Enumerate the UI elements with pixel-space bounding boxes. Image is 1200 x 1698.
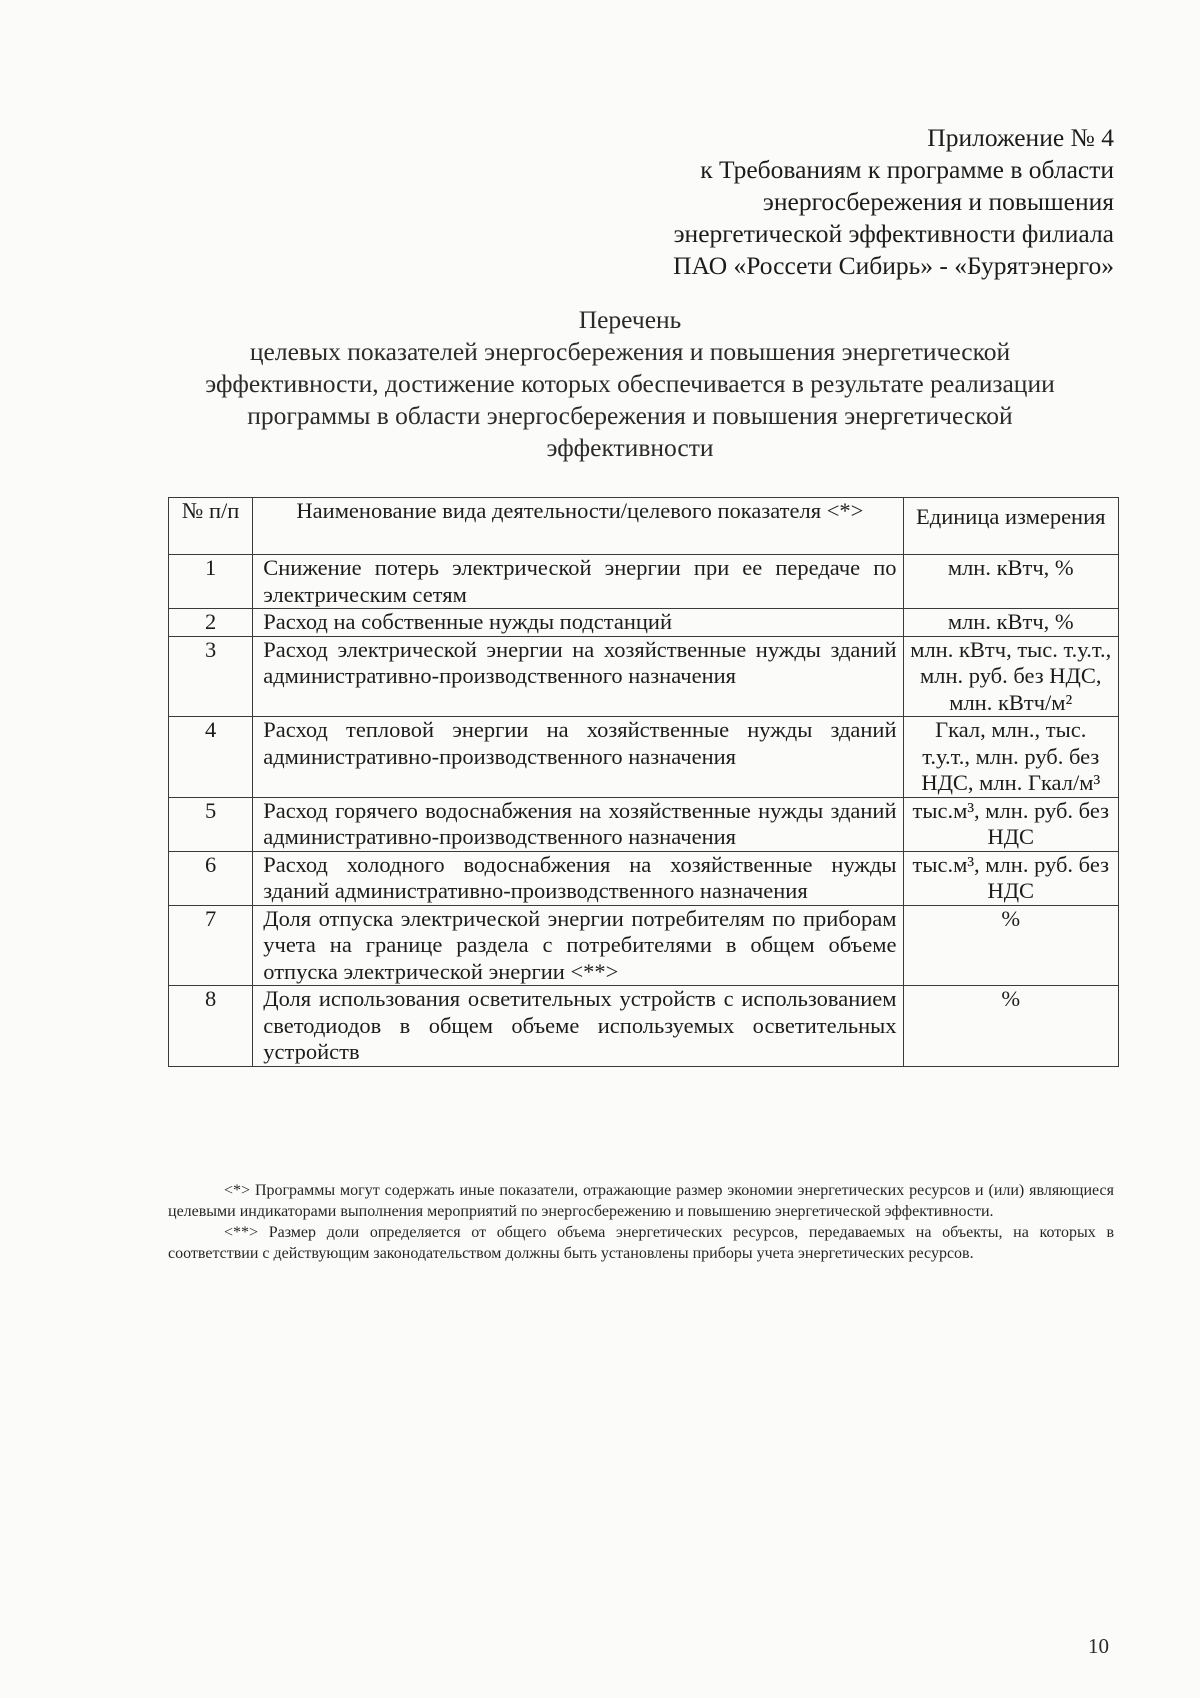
table-row [169,851,1119,905]
row-unit: млн. кВтч, тыс. т.у.т., млн. руб. без НДС, млн. кВтч/м² [903,636,1118,717]
indicators-table [168,497,1119,1067]
row-num: 5 [169,797,253,851]
row-name: Расход на собственные нужды подстанций [253,609,903,637]
footnote-2: <**> Размер доли определяется от общего объема энергетических ресурсов, передаваемых на объекты, на которых в соответствии с действующим законодательством должны быть установлены приборы учета энергетических ресурсов. [168,1224,1114,1262]
appendix-line-1: Приложение № 4 [927,123,1114,152]
row-name: Расход горячего водоснабжения на хозяйственные нужды зданий административно-производственного назначения [253,797,903,851]
table-row [169,555,1119,609]
row-name: Снижение потерь электрической энергии при ее передаче по электрическим сетям [253,555,903,609]
row-unit: Гкал, млн., тыс. т.у.т., млн. руб. без НДС, млн. Гкал/м³ [903,717,1118,798]
appendix-line-3: энергосбережения и повышения [762,187,1114,216]
row-unit: млн. кВтч, % [903,609,1118,637]
row-name: Расход тепловой энергии на хозяйственные нужды зданий административно-производственного назначения [253,717,903,798]
footnotes [168,1180,1114,1264]
appendix-line-2: к Требованиям к программе в области [700,155,1114,184]
table-row [169,797,1119,851]
row-num: 7 [169,905,253,986]
row-num: 8 [169,986,253,1067]
footnote-1: <*> Программы могут содержать иные показатели, отражающие размер экономии энергетических ресурсов и (или) являющиеся целевыми индикаторами выполнения мероприятий по энергосбережению и повышению энергетической эффективности. [168,1182,1114,1220]
page-number: 10 [1088,1634,1109,1658]
table-header-row [169,498,1119,555]
title-body: целевых показателей энергосбережения и повышения энергетической эффективности, достижение которых обеспечивается в результате реализации программы в области энергосбережения и повышения энергетической эффективности [205,337,1055,462]
table-row [169,609,1119,637]
table-row [169,986,1119,1067]
row-num: 4 [169,717,253,798]
appendix-header [554,122,1114,282]
row-num: 2 [169,609,253,637]
appendix-line-4: энергетической эффективности филиала [673,219,1114,248]
row-name: Расход электрической энергии на хозяйственные нужды зданий административно-производственного назначения [253,636,903,717]
title-head: Перечень [578,305,682,334]
row-unit: млн. кВтч, % [903,555,1118,609]
row-unit: % [903,905,1118,986]
row-unit: тыс.м³, млн. руб. без НДС [903,851,1118,905]
row-name: Доля использования осветительных устройств с использованием светодиодов в общем объеме используемых осветительных устройств [253,986,903,1067]
header-name: Наименование вида деятельности/целевого показателя <*> [253,498,903,555]
row-unit: тыс.м³, млн. руб. без НДС [903,797,1118,851]
table-row [169,905,1119,986]
table-row [169,636,1119,717]
row-unit: % [903,986,1118,1067]
table-row [169,717,1119,798]
document-title [190,304,1070,464]
row-num: 6 [169,851,253,905]
row-name: Доля отпуска электрической энергии потребителям по приборам учета на границе раздела с потребителями в общем объеме отпуска электрической энергии <**> [253,905,903,986]
row-num: 1 [169,555,253,609]
appendix-line-5: ПАО «Россети Сибирь» - «Бурятэнерго» [673,251,1114,280]
header-num: № п/п [169,498,253,555]
header-unit: Единица измерения [903,498,1118,555]
row-name: Расход холодного водоснабжения на хозяйственные нужды зданий административно-производственного назначения [253,851,903,905]
row-num: 3 [169,636,253,717]
